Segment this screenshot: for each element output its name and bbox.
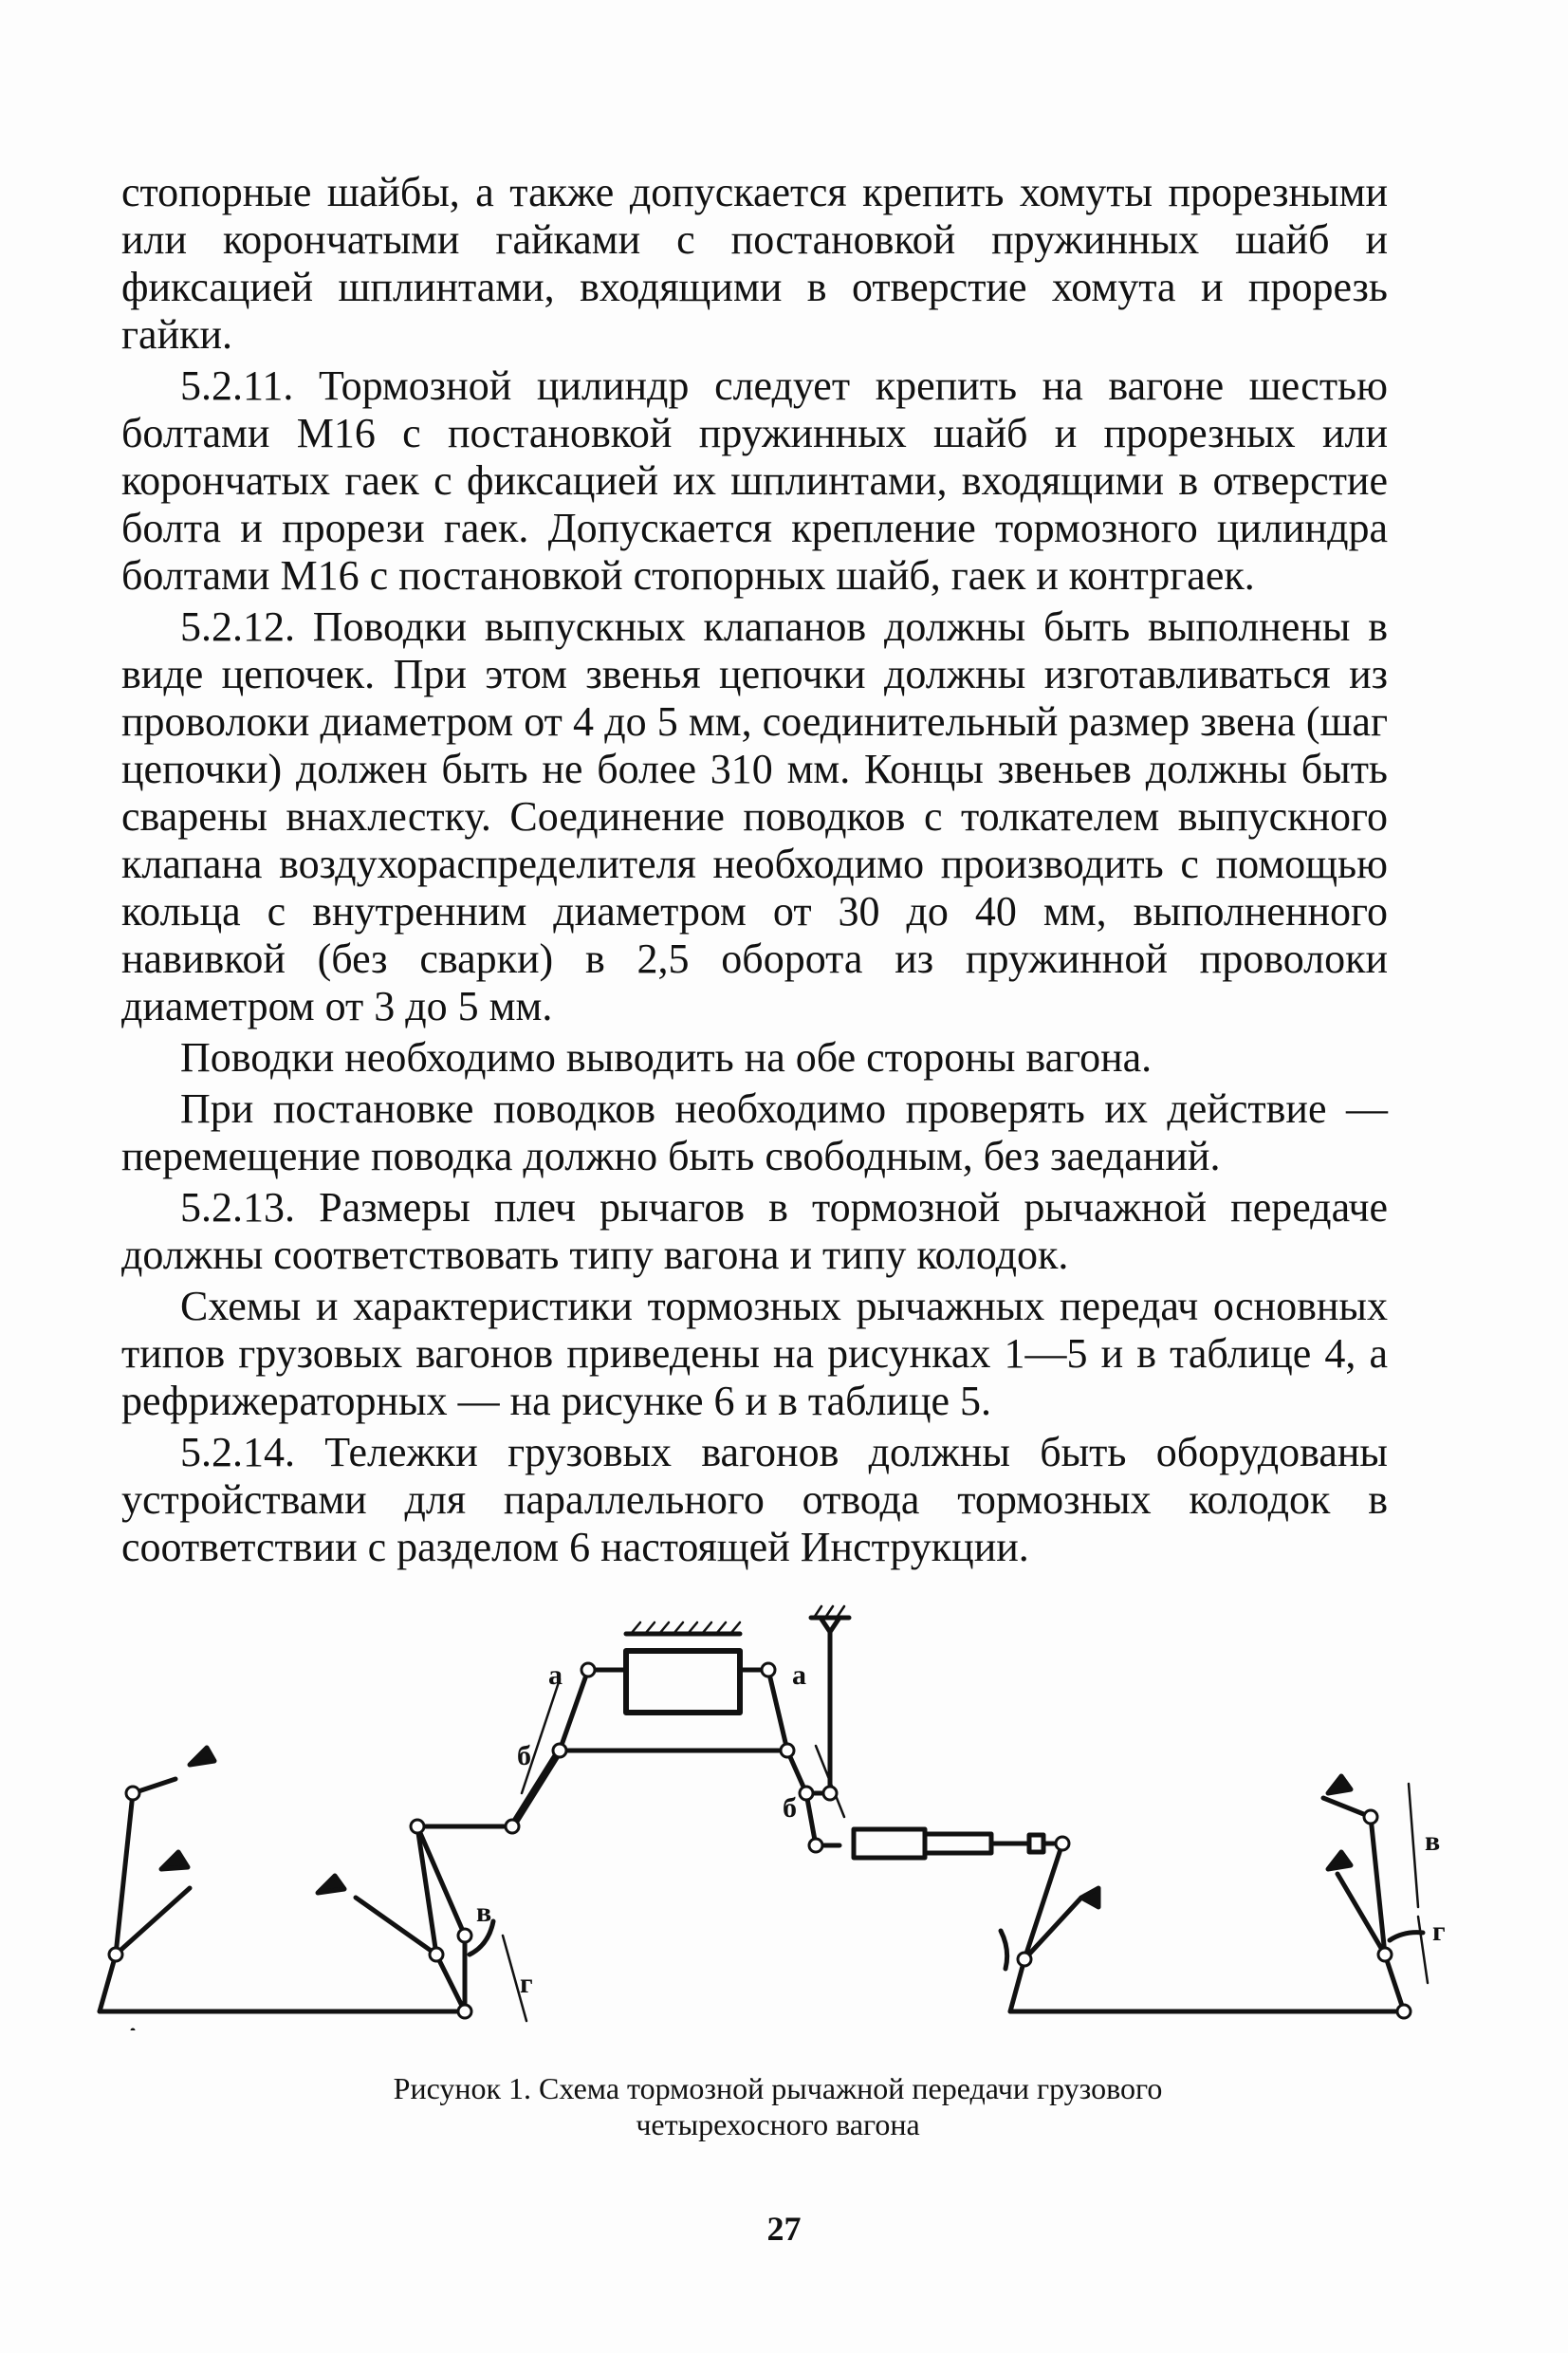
label-a-right: а [792,1659,806,1691]
label-b-left: б [517,1740,531,1771]
label-v-right: в [1425,1825,1441,1857]
paragraph-6: 5.2.13. Размеры плеч рычагов в тормозной рычажной передаче должны соответствовать типу вагона и типу колодок. [121,1184,1388,1278]
page-number: 27 [766,2210,802,2248]
label-g-left: г [520,1968,533,1999]
label-v-left: в [476,1897,492,1928]
paragraph-3: 5.2.12. Поводки выпускных клапанов должны быть выполнены в виде цепочек. При этом звенья цепочки должны изготавливаться из проволоки диаметром от 4 до 5 мм, соединительный размер звена (шаг цепочки) должен быть не более 310 мм. Концы звеньев должны быть сварены внахлестку. Соединение поводков с толкателем выпускного клапана воздухораспределителя необходимо производить с помощью кольца с внутренним диаметром от 30 до 40 мм, выполненного навивкой (без сварки) в 2,5 оборота из пружинной проволоки диаметром от 3 до 5 мм. [121,603,1388,1029]
label-g-right: г [1432,1916,1446,1947]
caption-line-1: Рисунок 1. Схема тормозной рычажной передачи грузового [393,2071,1163,2105]
body-text [121,169,1388,1575]
paragraph-1: стопорные шайбы, а также допускается крепить хомуты прорезными или корончатыми гайками с постановкой пружинных шайб и фиксацией шплинтами, входящими в отверстие хомута и прорезь гайки. [121,169,1388,358]
brake-linkage-diagram [95,1575,1461,2030]
brake-cylinder-body [626,1651,740,1713]
paragraph-2: 5.2.11. Тормозной цилиндр следует крепить на вагоне шестью болтами М16 с постановкой пружинных шайб и прорезных или корончатых гаек с фиксацией их шплинтами, входящими в отверстие болта и прорези гаек. Допускается крепление тормозного цилиндра болтами М16 с постановкой стопорных шайб, гаек и контргаек. [121,362,1388,599]
label-b-right: б [783,1792,797,1824]
figure-caption [190,2070,1366,2142]
paragraph-4: Поводки необходимо выводить на обе стороны вагона. [180,1034,1153,1081]
paragraph-8: 5.2.14. Тележки грузовых вагонов должны быть оборудованы устройствами для параллельного отвода тормозных колодок в соответствии с разделом 6 настоящей Инструкции. [121,1429,1388,1570]
label-a-left: а [548,1659,563,1691]
caption-line-2: четырехосного вагона [636,2107,920,2141]
paragraph-7: Схемы и характеристики тормозных рычажных передач основных типов грузовых вагонов приведены на рисунках 1—5 и в таблице 4, а рефрижераторных — на рисунке 6 и в таблице 5. [121,1283,1388,1424]
paragraph-5: При постановке поводков необходимо проверять их действие — перемещение поводка должно быть свободным, без заеданий. [121,1085,1388,1179]
